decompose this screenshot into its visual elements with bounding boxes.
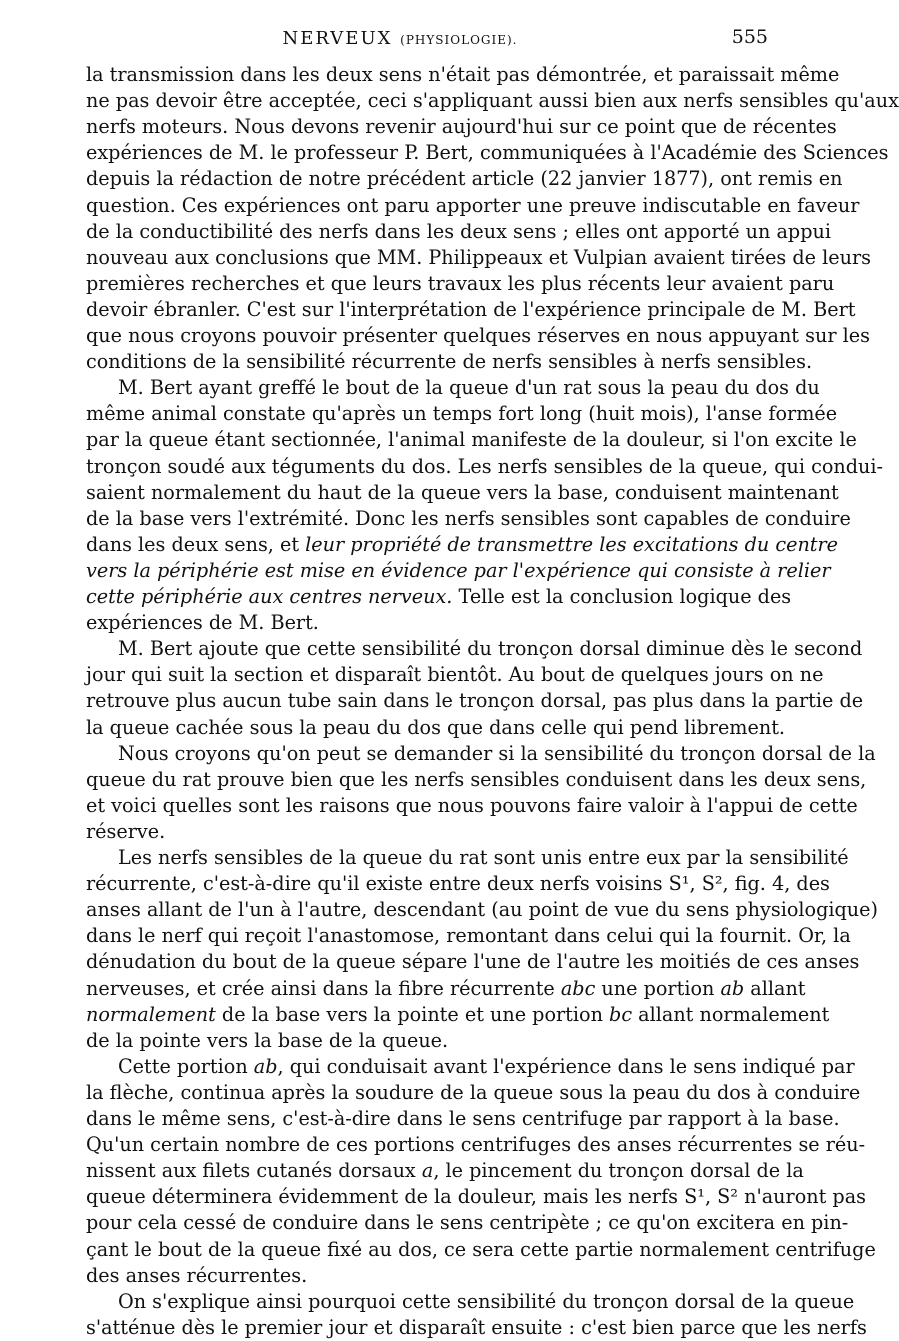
text-segment: çant le bout de la queue fixé au dos, ce sera cette partie normalement centrifuge (86, 1237, 876, 1261)
text-segment: , le pincement du tronçon dorsal de la (433, 1159, 804, 1183)
text-segment: queue du rat prouve bien que les nerfs sensibles conduisent dans les deux sens, (86, 767, 867, 791)
text-line (86, 819, 766, 845)
text-line (86, 688, 864, 714)
text-line (86, 1002, 830, 1028)
text-segment: expériences de M. Bert. (86, 611, 319, 635)
text-line (86, 454, 883, 480)
text-line (86, 427, 857, 453)
text-segment: allant (744, 976, 806, 1000)
text-segment: dans les deux sens, et (86, 532, 306, 556)
text-line (86, 1263, 766, 1289)
text-segment: réserve. (86, 819, 166, 843)
text-line (86, 114, 837, 140)
text-segment: retrouve plus aucun tube sain dans le tronçon dorsal, pas plus dans la partie de (86, 689, 864, 713)
text-segment: nerveuses, et crée ainsi dans la fibre récurrente (86, 976, 561, 1000)
text-line (86, 1158, 804, 1184)
text-line (86, 271, 835, 297)
text-line (86, 297, 856, 323)
running-title-main: NERVEUX (282, 28, 401, 49)
text-segment: que nous croyons pouvoir présenter quelques réserves en nous appuyant sur les (86, 324, 870, 347)
text-segment: pour cela cessé de conduire dans le sens centripète ; ce qu'on excitera en pin- (86, 1211, 849, 1235)
text-line (118, 845, 849, 871)
running-title (0, 28, 800, 49)
text-segment: saient normalement du haut de la queue vers la base, conduisent maintenant (86, 480, 839, 504)
text-segment: tronçon soudé aux téguments du dos. Les nerfs sensibles de la queue, qui condui- (86, 454, 883, 478)
text-line (118, 1289, 855, 1315)
text-segment: des anses récurrentes. (86, 1263, 308, 1287)
text-line (86, 1237, 876, 1263)
text-segment: Telle est la conclusion logique des (452, 585, 792, 608)
italic-segment: abc (560, 976, 596, 1000)
text-segment: Les nerfs sensibles de la queue du rat sont unis entre eux par la sensibilité (118, 846, 849, 869)
text-line (86, 140, 889, 166)
text-line (86, 506, 851, 532)
text-segment: de la conductibilité des nerfs dans les deux sens ; elles ont apporté un appui (86, 219, 831, 243)
text-line (118, 636, 863, 662)
text-segment: conditions de la sensibilité récurrente de nerfs sensibles à nerfs sensibles. (86, 350, 813, 374)
text-line (86, 62, 840, 88)
text-segment: nouveau aux conclusions que MM. Philippeaux et Vulpian avaient tirées de leurs (86, 245, 871, 269)
text-line (86, 897, 878, 923)
page-number: 555 (731, 26, 768, 48)
text-segment: Nous croyons qu'on peut se demander si la sensibilité du tronçon dorsal de la (118, 741, 876, 765)
text-line (86, 1315, 867, 1341)
text-segment: nerfs moteurs. Nous devons revenir aujourd'hui sur ce point que de récentes (86, 115, 837, 139)
text-line (86, 767, 867, 793)
italic-segment: bc (609, 1002, 633, 1026)
text-line (86, 1210, 849, 1236)
text-segment: dénudation du bout de la queue sépare l'une de l'autre les moitiés de ces anses (86, 950, 860, 974)
text-segment: M. Bert ayant greffé le bout de la queue d'un rat sous la peau du dos du (118, 376, 820, 400)
italic-segment: normalement (86, 1002, 216, 1026)
text-line (86, 323, 870, 349)
text-segment: ne pas devoir être acceptée, ceci s'appliquant aussi bien aux nerfs sensibles qu'aux (86, 89, 899, 113)
text-segment: s'atténue dès le premier jour et disparaît ensuite : c'est bien parce que les nerfs (86, 1315, 867, 1339)
text-line (86, 480, 839, 506)
text-line (86, 662, 824, 688)
text-segment: de la base vers l'extrémité. Donc les nerfs sensibles sont capables de conduire (86, 506, 851, 530)
text-line (86, 1132, 866, 1158)
text-segment: anses allant de l'un à l'autre, descendant (au point de vue du sens physiologique) (86, 898, 878, 922)
text-segment: premières recherches et que leurs travaux les plus récents leur avaient paru (86, 271, 835, 295)
text-line (86, 245, 871, 271)
text-segment: de la pointe vers la base de la queue. (86, 1028, 449, 1052)
text-segment: queue déterminera évidemment de la douleur, mais les nerfs S¹, S² n'auront pas (86, 1185, 866, 1209)
italic-segment: vers la périphérie est mise en évidence par l'expérience qui consiste à relier (86, 558, 831, 582)
text-line (86, 401, 838, 427)
text-segment: M. Bert ajoute que cette sensibilité du tronçon dorsal diminue dès le second (118, 637, 863, 661)
text-segment: allant normalement (632, 1002, 830, 1026)
text-line (86, 923, 851, 949)
running-title-sub: (PHYSIOLOGIE). (400, 33, 518, 47)
italic-segment: a (421, 1159, 434, 1183)
text-segment: même animal constate qu'après un temps fort long (huit mois), l'anse formée (86, 402, 838, 426)
text-line (86, 88, 899, 114)
text-line (86, 871, 830, 897)
text-segment: question. Ces expériences ont paru apporter une preuve indiscutable en faveur (86, 193, 860, 217)
text-line (86, 1106, 840, 1132)
italic-segment: ab (720, 976, 745, 1000)
text-segment: devoir ébranler. C'est sur l'interprétation de l'expérience principale de M. Bert (86, 297, 856, 321)
text-segment: On s'explique ainsi pourquoi cette sensibilité du tronçon dorsal de la queue (118, 1289, 855, 1313)
text-segment: depuis la rédaction de notre précédent article (22 janvier 1877), ont remis en (86, 167, 843, 191)
text-line (86, 1028, 766, 1054)
text-line (86, 976, 806, 1002)
text-segment: la transmission dans les deux sens n'était pas démontrée, et paraissait même (86, 63, 840, 86)
text-segment: récurrente, c'est-à-dire qu'il existe entre deux nerfs voisins S¹, S², fig. 4, des (86, 872, 830, 896)
text-segment: la flèche, continua après la soudure de la queue sous la peau du dos à conduire (86, 1080, 861, 1104)
text-line (86, 715, 786, 741)
text-segment: , qui conduisait avant l'expérience dans le sens indiqué par (277, 1054, 855, 1078)
text-segment: Cette portion (118, 1054, 254, 1078)
text-segment: de la base vers la pointe et une portion (215, 1002, 610, 1026)
italic-segment: leur propriété de transmettre les excitations du centre (305, 532, 839, 556)
text-segment: dans le même sens, c'est-à-dire dans le sens centrifuge par rapport à la base. (86, 1107, 840, 1130)
text-segment: nissent aux filets cutanés dorsaux (86, 1159, 422, 1183)
text-segment: jour qui suit la section et disparaît bientôt. Au bout de quelques jours on ne (86, 663, 824, 687)
text-line (86, 584, 792, 610)
italic-segment: ab (253, 1054, 278, 1078)
text-line (86, 532, 839, 558)
text-line (118, 375, 820, 401)
text-segment: et voici quelles sont les raisons que nous pouvons faire valoir à l'appui de cette (86, 793, 858, 817)
text-line (86, 166, 843, 192)
text-segment: une portion (595, 976, 721, 1000)
text-line (86, 793, 858, 819)
text-line (86, 193, 860, 219)
text-segment: dans le nerf qui reçoit l'anastomose, remontant dans celui qui la fournit. Or, la (86, 924, 851, 948)
text-line (86, 219, 831, 245)
text-line (86, 949, 860, 975)
text-line (118, 1054, 855, 1080)
text-line (86, 1184, 866, 1210)
text-line (118, 741, 876, 767)
text-segment: expériences de M. le professeur P. Bert, communiquées à l'Académie des Sciences (86, 141, 889, 165)
text-line (86, 558, 831, 584)
text-segment: la queue cachée sous la peau du dos que dans celle qui pend librement. (86, 715, 786, 739)
text-line (86, 610, 766, 636)
text-line (86, 349, 813, 375)
text-segment: par la queue étant sectionnée, l'animal manifeste de la douleur, si l'on excite le (86, 428, 857, 452)
page-header (0, 26, 800, 54)
text-segment: Qu'un certain nombre de ces portions centrifuges des anses récurrentes se réu- (86, 1133, 866, 1157)
text-line (86, 1080, 861, 1106)
italic-segment: cette périphérie aux centres nerveux. (86, 585, 453, 608)
